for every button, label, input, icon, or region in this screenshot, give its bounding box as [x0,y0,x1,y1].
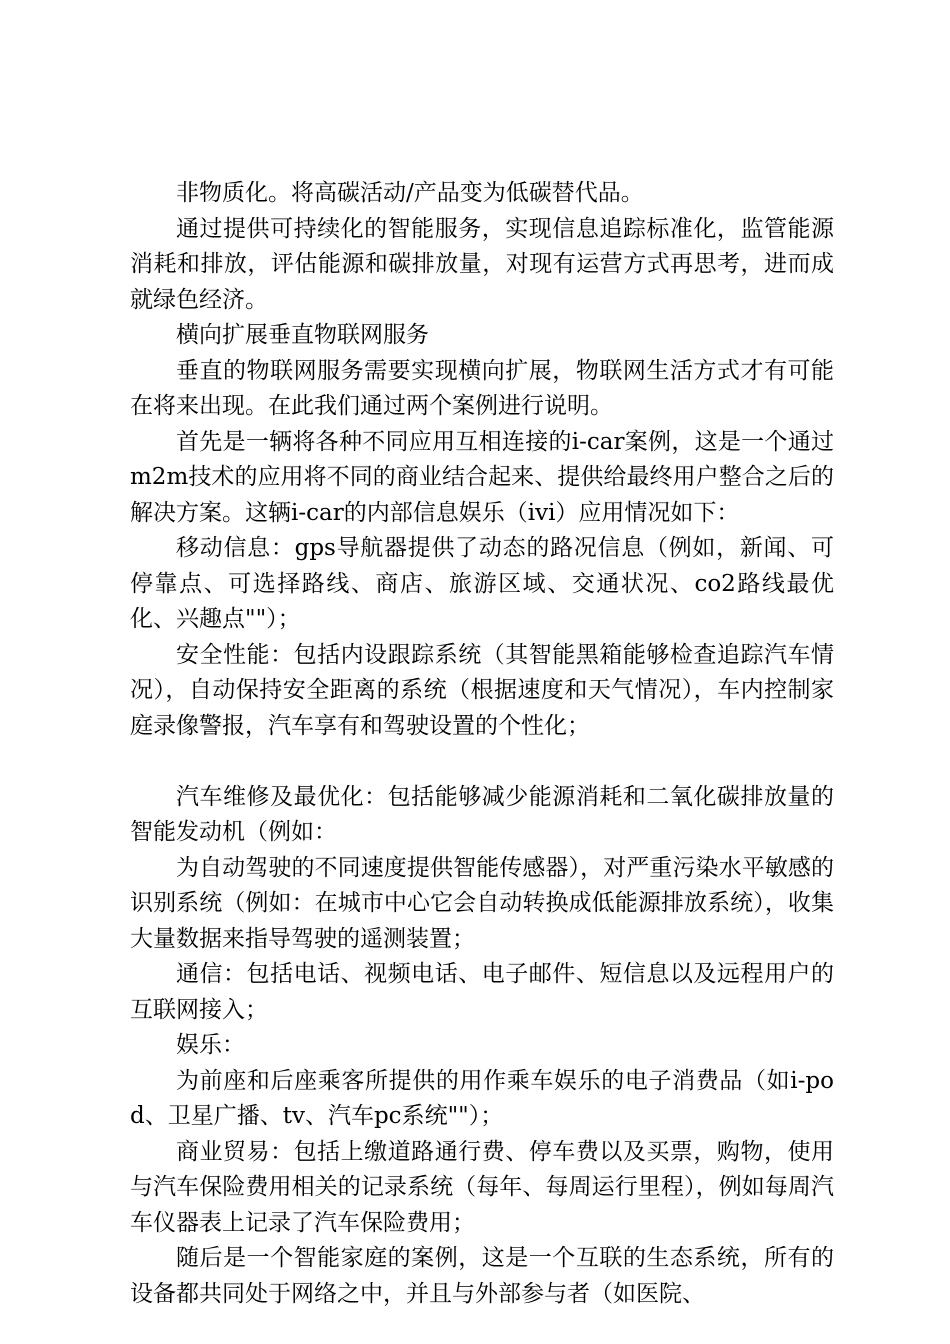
paragraph: 娱乐： [176,1032,245,1058]
paragraph: 移动信息：gps导航器提供了动态的路况信息（例如，新闻、可停靠点、可选择路线、商店、旅游区域、交通状况、co2路线最优化、兴趣点""）； [130,535,834,632]
paragraph: 首先是一辆将各种不同应用互相连接的i-car案例，这是一个通过m2m技术的应用将不同的商业结合起来、提供给最终用户整合之后的解决方案。这辆i-car的内部信息娱乐（ivi）应用情况如下： [130,428,834,526]
paragraph: 通信：包括电话、视频电话、电子邮件、短信息以及远程用户的互联网接入； [130,961,834,1023]
section-heading: 横向扩展垂直物联网服务 [176,322,429,348]
document-page [130,176,834,1312]
paragraph: 为前座和后座乘客所提供的用作乘车娱乐的电子消费品（如i-pod、卫星广播、tv、汽车pc系统""）； [130,1067,834,1129]
paragraph: 汽车维修及最优化：包括能够减少能源消耗和二氧化碳排放量的智能发动机（例如： [130,783,834,845]
paragraph: 垂直的物联网服务需要实现横向扩展，物联网生活方式才有可能在将来出现。在此我们通过两个案例进行说明。 [130,357,834,419]
paragraph: 非物质化。将高碳活动/产品变为低碳替代品。 [176,180,644,206]
paragraph: 安全性能：包括内设跟踪系统（其智能黑箱能够检查追踪汽车情况），自动保持安全距离的系统（根据速度和天气情况），车内控制家庭录像警报，汽车享有和驾驶设置的个性化； [130,641,834,739]
paragraph: 为自动驾驶的不同速度提供智能传感器），对严重污染水平敏感的识别系统（例如：在城市中心它会自动转换成低能源排放系统），收集大量数据来指导驾驶的遥测装置； [130,854,834,952]
paragraph: 商业贸易：包括上缴道路通行费、停车费以及买票，购物，使用与汽车保险费用相关的记录系统（每年、每周运行里程），例如每周汽车仪器表上记录了汽车保险费用； [130,1138,834,1236]
paragraph: 通过提供可持续化的智能服务，实现信息追踪标准化，监管能源消耗和排放，评估能源和碳排放量，对现有运营方式再思考，进而成就绿色经济。 [130,215,834,313]
paragraph: 随后是一个智能家庭的案例，这是一个互联的生态系统，所有的设备都共同处于网络之中，并且与外部参与者（如医院、 [130,1245,834,1307]
